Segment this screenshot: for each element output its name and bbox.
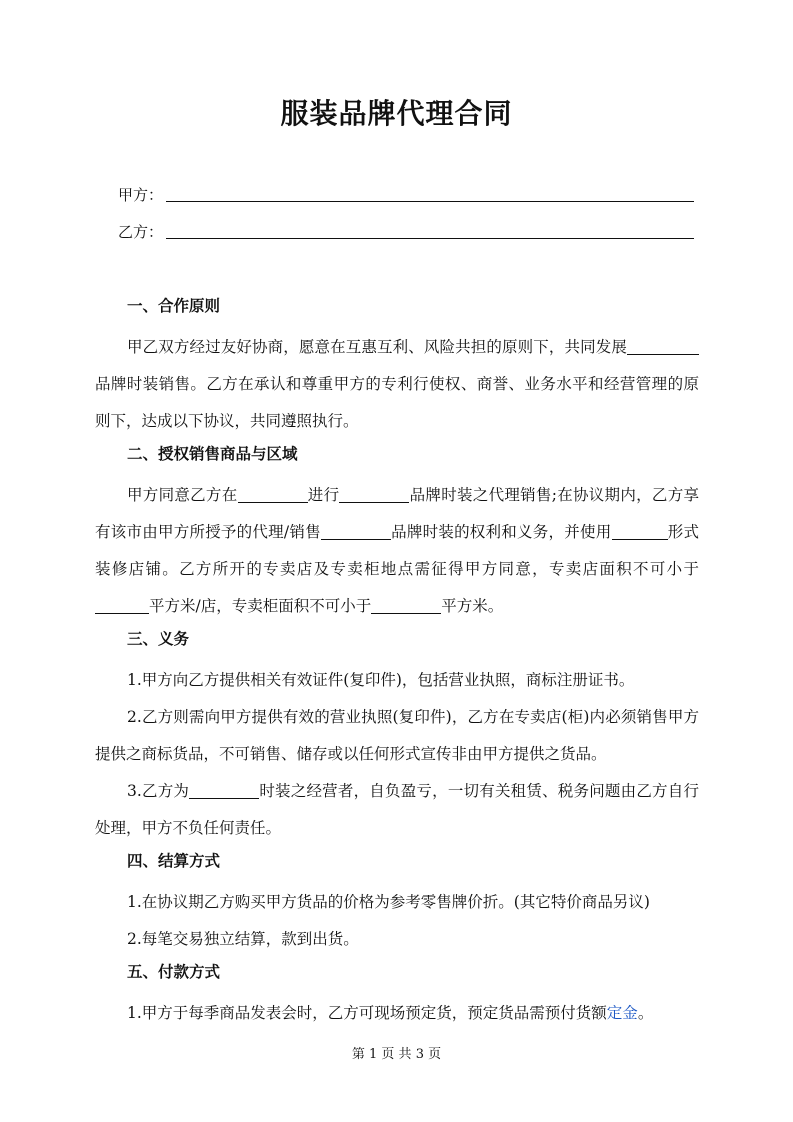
blank-line [371, 598, 441, 615]
section-3-item-1: 1.甲方向乙方提供相关有效证件(复印件)，包括营业执照，商标注册证书。 [127, 671, 635, 689]
s5-item1-text-b: 。 [637, 1004, 654, 1022]
party-a-blank-line [166, 201, 694, 202]
s2-text-5: 形式装修店铺。乙方所开的专卖店及专卖柜地点需征得甲方同意，专卖店面积不可小于 [95, 523, 699, 578]
document-title: 服装品牌代理合同 [280, 97, 513, 130]
section-3-item-2: 2.乙方则需向甲方提供有效的营业执照(复印件)，乙方在专卖店(柜)内必须销售甲方提供之商标货品，不可销售、储存或以任何形式宣传非由甲方提供之货品。 [95, 708, 699, 763]
blank-line [627, 339, 699, 356]
s2-text-7: 平方米。 [441, 597, 504, 615]
blank-line [95, 598, 149, 615]
s2-text-2: 进行 [307, 486, 340, 504]
blank-line [189, 783, 259, 800]
blank-line [238, 487, 308, 504]
section-4-item-2: 2.每笔交易独立结算，款到出货。 [127, 930, 359, 948]
party-b-field [118, 221, 694, 243]
section-1-paragraph [95, 329, 699, 440]
s5-item1-text-a: 1.甲方于每季商品发表会时，乙方可现场预定货，预定货品需预付货额 [127, 1004, 607, 1022]
section-2-paragraph [95, 477, 699, 625]
deposit-link[interactable]: 定金 [606, 1004, 638, 1022]
blank-line [612, 524, 668, 541]
s3-item3-text-a: 3.乙方为 [127, 782, 190, 800]
section-heading-3: 三、义务 [127, 629, 190, 648]
section-5-item-1 [95, 995, 699, 1032]
blank-line [321, 524, 391, 541]
blank-line [339, 487, 409, 504]
s2-text-3: 品牌时装之代理销售;在协议期内，乙方享有该市由甲方所授予的代理/销售 [95, 486, 699, 541]
section-3-item-3 [95, 773, 699, 847]
s1-text-a: 甲乙双方经过友好协商，愿意在互惠互利、风险共担的原则下，共同发展 [127, 338, 627, 356]
s3-item3-text-b: 时装之经营者，自负盈亏，一切有关租赁、税务问题由乙方自行处理，甲方不负任何责任。 [95, 782, 699, 837]
section-4-item-1: 1.在协议期乙方购买甲方货品的价格为参考零售牌价折。(其它特价商品另议) [127, 893, 650, 911]
page-footer: 第 1 页 共 3 页 [351, 1047, 442, 1062]
section-heading-4: 四、结算方式 [127, 851, 221, 870]
s2-text-4: 品牌时装的权利和义务，并使用 [390, 523, 612, 541]
party-b-label: 乙方： [118, 223, 164, 241]
section-heading-2: 二、授权销售商品与区域 [127, 444, 298, 463]
section-heading-5: 五、付款方式 [127, 962, 221, 981]
s2-text-6: 平方米/店，专卖柜面积不可小于 [149, 597, 372, 615]
party-b-blank-line [166, 238, 694, 239]
contract-body [95, 292, 699, 1032]
party-a-field [118, 184, 694, 206]
s2-text-1: 甲方同意乙方在 [127, 486, 238, 504]
section-heading-1: 一、合作原则 [127, 296, 221, 315]
party-a-label: 甲方： [118, 186, 164, 204]
s1-text-b: 品牌时装销售。乙方在承认和尊重甲方的专利行使权、商誉、业务水平和经营管理的原则下，达成以下协议，共同遵照执行。 [95, 375, 699, 430]
